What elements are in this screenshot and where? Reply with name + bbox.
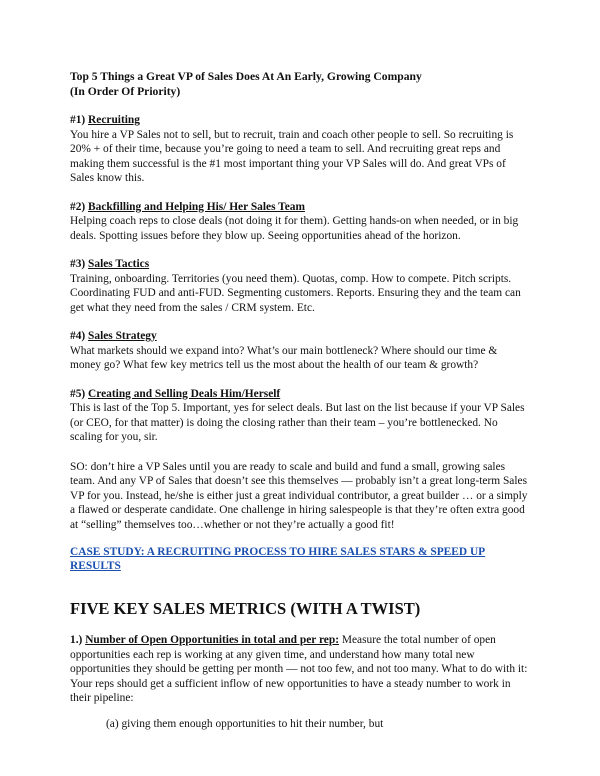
section-title: Creating and Selling Deals Him/Herself	[88, 387, 281, 400]
section-heading	[70, 257, 530, 272]
section-title: Backfilling and Helping His/ Her Sales Team	[88, 200, 305, 213]
case-study-link[interactable]: CASE STUDY: A RECRUITING PROCESS TO HIRE SALES STARS & SPEED UP RESULTS	[70, 546, 486, 572]
section-heading	[70, 200, 530, 215]
section-number: #3)	[70, 258, 86, 270]
section-title: Sales Tactics	[88, 258, 150, 270]
section-recruiting	[70, 113, 530, 186]
section-body: This is last of the Top 5. Important, yes for select deals. But last on the list because if your VP Sales (or CEO, for that matter) is doing the closing rather than their team – you’re bottlenecked. No scaling for you, sir.	[70, 402, 525, 443]
section-sales-strategy	[70, 329, 530, 373]
metric-label: Number of Open Opportunities in total and per rep:	[85, 634, 339, 646]
section-heading	[70, 329, 530, 344]
metric-1-sub-a: (a) giving them enough opportunities to hit their number, but	[106, 717, 384, 730]
section-body: Training, onboarding. Territories (you need them). Quotas, comp. How to compete. Pitch scripts. Coordinating FUD and anti-FUD. Segmenting customers. Reports. Ensuring they and the team can get what they need from the sales / CRM system. Etc.	[70, 272, 521, 314]
metric-body: Measure the total number of open opportunities each rep is working at any given time, and understand how many total new opportunities they should be getting per month — not too few, and not too many. What to do with it: Your reps should get a sufficient inflow of new opportunities to have a steady number to work in their pipeline:	[70, 634, 528, 704]
section-number: #5)	[70, 387, 86, 400]
section-heading	[70, 113, 530, 128]
doc-title-line1: Top 5 Things a Great VP of Sales Does At An Early, Growing Company	[70, 70, 422, 83]
so-paragraph: SO: don’t hire a VP Sales until you are ready to scale and build and fund a small, growing sales team. And any VP of Sales that doesn’t see this themselves — probably isn’t a great long-term Sales VP for you. Instead, he/she is either just a great individual contributor, a great builder … or a simply a flawed or desperate candidate. One challenge in hiring salespeople is that they’re often extra good at “selling” themselves too…whether or not they’re actually a good fit!	[70, 460, 528, 531]
section-backfilling	[70, 200, 530, 244]
section-body: What markets should we expand into? What’s our main bottleneck? Where should our time & money go? What few key metrics tell us the most about the health of our team & growth?	[70, 344, 498, 371]
section-title: Recruiting	[88, 114, 140, 126]
section-number: #2)	[70, 200, 86, 213]
section-body: Helping coach reps to close deals (not doing it for them). Getting hands-on when needed, or in big deals. Spotting issues before they blow up. Seeing opportunities ahead of the horizon.	[70, 215, 519, 242]
doc-title-line2: (In Order Of Priority)	[70, 84, 181, 98]
section-number: #1)	[70, 114, 86, 126]
section-heading	[70, 387, 530, 402]
section-creating-selling-deals	[70, 387, 530, 445]
section-number: #4)	[70, 330, 86, 342]
metric-number: 1.)	[70, 634, 83, 646]
metrics-heading: FIVE KEY SALES METRICS (WITH A TWIST)	[70, 599, 421, 618]
metric-1-paragraph	[70, 633, 530, 706]
section-sales-tactics	[70, 257, 530, 315]
section-body: You hire a VP Sales not to sell, but to recruit, train and coach other people to sell. So recruiting is 20% + of their time, because you’re going to need a team to sell. And recruiting great reps and making them successful is the #1 most important thing your VP Sales will do. And great VPs of Sales know this.	[70, 128, 514, 184]
section-title: Sales Strategy	[88, 330, 157, 342]
